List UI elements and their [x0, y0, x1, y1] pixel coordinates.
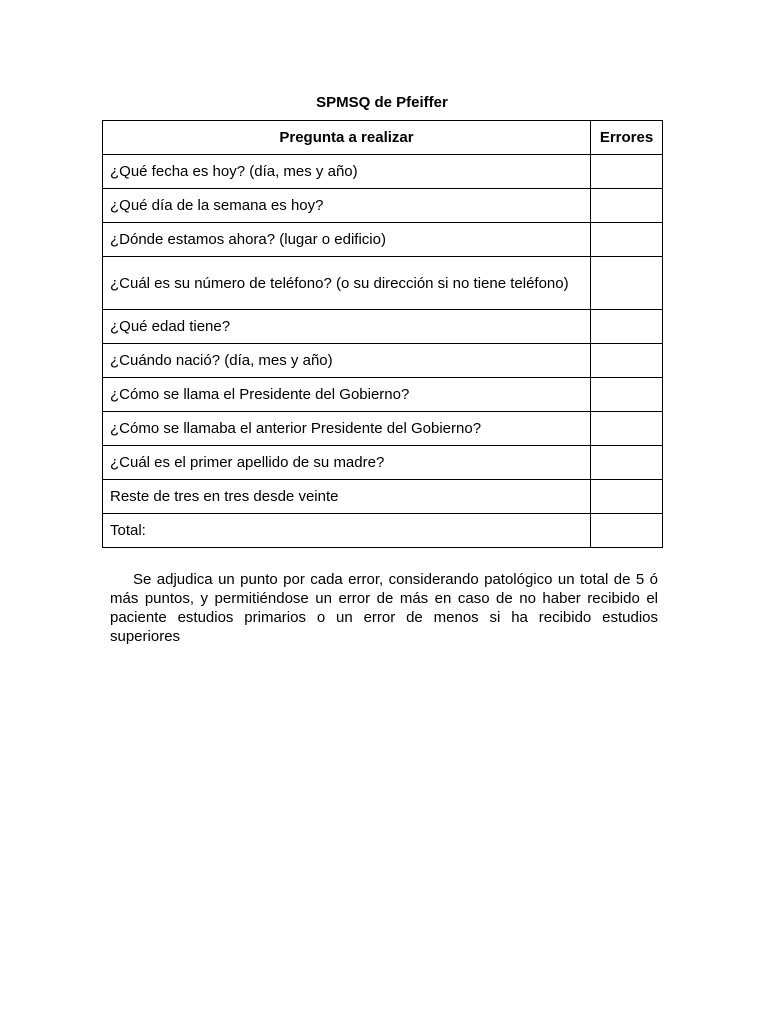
- document-title: SPMSQ de Pfeiffer: [316, 94, 448, 111]
- errors-cell[interactable]: [591, 310, 663, 344]
- errors-cell[interactable]: [591, 446, 663, 480]
- table-row: [103, 480, 663, 514]
- question-cell: ¿Cuál es el primer apellido de su madre?: [103, 446, 591, 480]
- header-errors: Errores: [591, 121, 663, 155]
- question-cell: ¿Cómo se llama el Presidente del Gobierno?: [103, 378, 591, 412]
- errors-cell[interactable]: [591, 378, 663, 412]
- errors-cell[interactable]: [591, 257, 663, 310]
- errors-cell[interactable]: [591, 155, 663, 189]
- table-row: [103, 378, 663, 412]
- pfeiffer-questionnaire-table: [102, 120, 663, 548]
- total-row: [103, 514, 663, 548]
- table-row: [103, 223, 663, 257]
- table-row: [103, 446, 663, 480]
- header-question: Pregunta a realizar: [103, 121, 591, 155]
- total-errors-cell[interactable]: [591, 514, 663, 548]
- errors-cell[interactable]: [591, 344, 663, 378]
- table-row: [103, 344, 663, 378]
- errors-cell[interactable]: [591, 189, 663, 223]
- errors-cell[interactable]: [591, 223, 663, 257]
- question-cell: ¿Qué fecha es hoy? (día, mes y año): [103, 155, 591, 189]
- question-cell: ¿Cuál es su número de teléfono? (o su dirección si no tiene teléfono): [103, 257, 591, 310]
- table-row: [103, 412, 663, 446]
- question-cell: ¿Qué día de la semana es hoy?: [103, 189, 591, 223]
- errors-cell[interactable]: [591, 412, 663, 446]
- errors-cell[interactable]: [591, 480, 663, 514]
- table-row: [103, 155, 663, 189]
- question-cell: ¿Qué edad tiene?: [103, 310, 591, 344]
- question-cell: ¿Cuándo nació? (día, mes y año): [103, 344, 591, 378]
- question-cell: Reste de tres en tres desde veinte: [103, 480, 591, 514]
- table-row: [103, 257, 663, 310]
- table-row: [103, 189, 663, 223]
- question-cell: ¿Cómo se llamaba el anterior Presidente del Gobierno?: [103, 412, 591, 446]
- question-cell: ¿Dónde estamos ahora? (lugar o edificio): [103, 223, 591, 257]
- table-row: [103, 310, 663, 344]
- scoring-explanation: Se adjudica un punto por cada error, considerando patológico un total de 5 ó más puntos, y permitiéndose un error de más en caso de no haber recibido el paciente estudios primarios o un error de menos si ha recibido estudios superiores: [110, 571, 658, 645]
- total-label: Total:: [103, 514, 591, 548]
- table-header-row: [103, 121, 663, 155]
